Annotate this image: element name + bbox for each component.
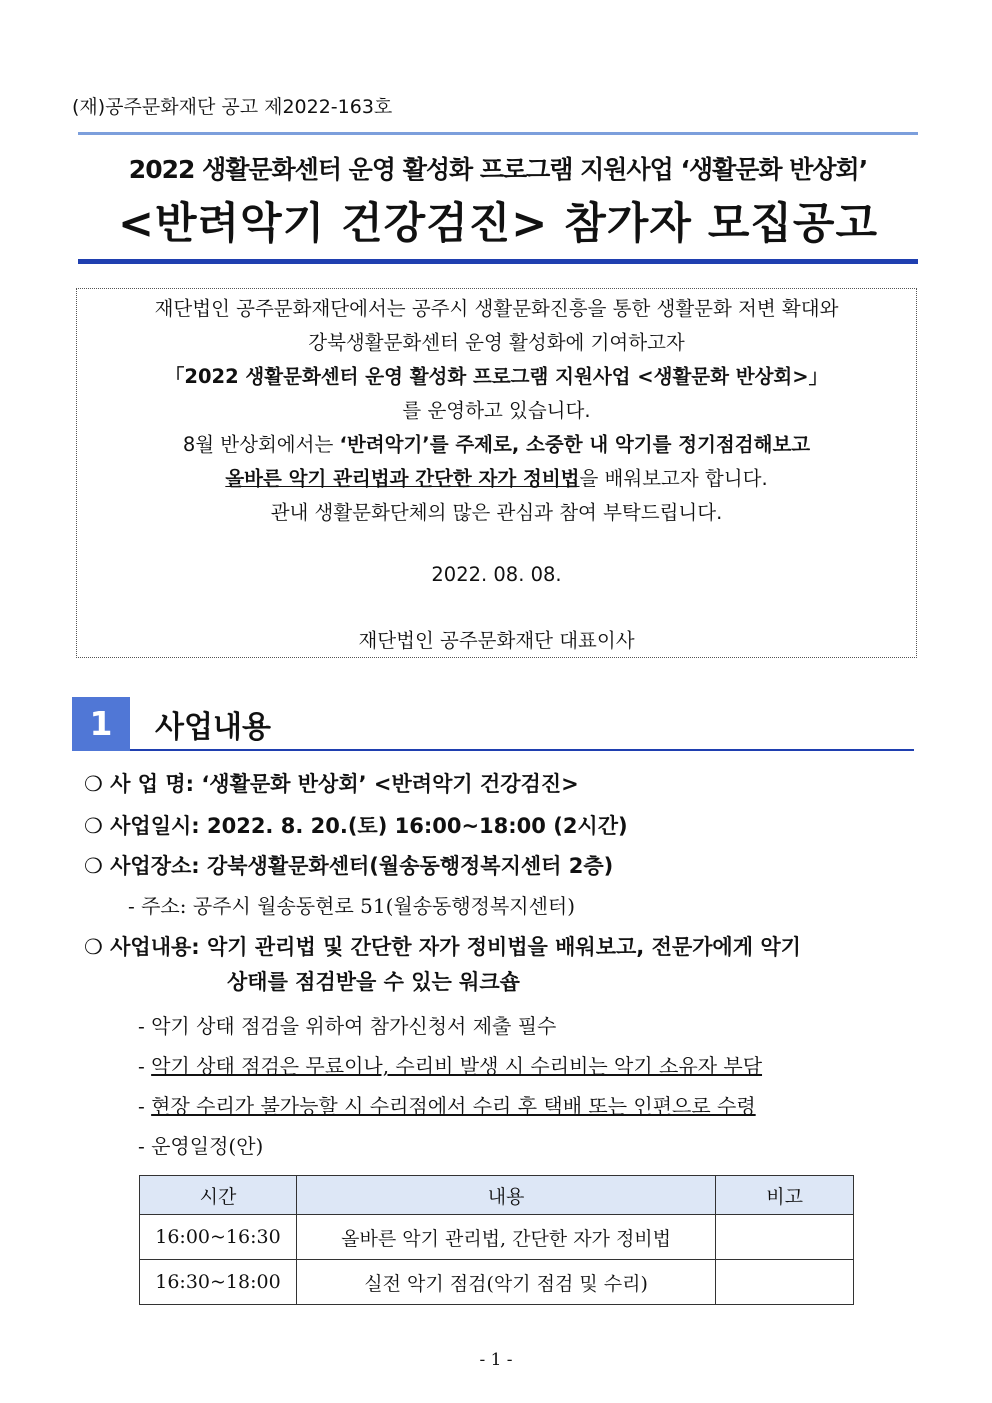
table-cell-content: 올바른 악기 관리법, 간단한 자가 정비법 xyxy=(296,1215,715,1260)
schedule-table xyxy=(139,1175,854,1305)
table-header-time: 시간 xyxy=(140,1176,297,1215)
bullet-project-place: ❍ 사업장소: 강북생활문화센터(월송동행정복지센터 2층) xyxy=(84,854,614,878)
table-cell-note xyxy=(716,1260,854,1305)
top-rule xyxy=(78,132,918,135)
notice-number: (재)공주문화재단 공고 제2022-163호 xyxy=(72,96,393,118)
bullet-project-content: ❍ 사업내용: 악기 관리법 및 간단한 자가 정비법을 배워보고, 전문가에게 악기 xyxy=(84,935,801,959)
note-underlined: 악기 상태 점검은 무료이나, 수리비 발생 시 수리비는 악기 소유자 부담 xyxy=(151,1054,763,1078)
table-cell-content: 실전 악기 점검(악기 점검 및 수리) xyxy=(296,1260,715,1305)
intro-text: 8월 반상회에서는 xyxy=(182,433,340,456)
table-header-note: 비고 xyxy=(716,1176,854,1215)
note-line: - 운영일정(안) xyxy=(138,1134,264,1158)
note-line: - 현장 수리가 불가능할 시 수리점에서 수리 후 택배 또는 인편으로 수령 xyxy=(138,1094,756,1118)
intro-line: 강북생활문화센터 운영 활성화에 기여하고자 xyxy=(308,331,685,354)
address-line: - 주소: 공주시 월송동현로 51(월송동행정복지센터) xyxy=(128,894,576,918)
table-header-row xyxy=(140,1176,854,1215)
intro-learn-emphasis: 올바른 악기 관리법과 간단한 자가 정비법 xyxy=(225,467,580,490)
intro-learn-line xyxy=(77,463,916,491)
title-rule xyxy=(78,259,918,264)
table-cell-time: 16:30~18:00 xyxy=(140,1260,297,1305)
bullet-project-content-cont: 상태를 점검받을 수 있는 워크숍 xyxy=(227,970,520,994)
main-title: <반려악기 건강검진> 참가자 모집공고 xyxy=(117,199,879,249)
page-number: - 1 - xyxy=(479,1350,513,1370)
intro-theme-emphasis: ‘반려악기’를 주제로, 소중한 내 악기를 정기점검해보고 xyxy=(339,433,811,456)
intro-box xyxy=(76,288,917,658)
note-underlined: 현장 수리가 불가능할 시 수리점에서 수리 후 택배 또는 인편으로 수령 xyxy=(151,1094,756,1118)
intro-program-line: 「2022 생활문화센터 운영 활성화 프로그램 지원사업 <생활문화 반상회>」 xyxy=(164,365,829,388)
table-row xyxy=(140,1215,854,1260)
intro-line: 를 운영하고 있습니다. xyxy=(402,399,591,422)
intro-line: 관내 생활문화단체의 많은 관심과 참여 부탁드립니다. xyxy=(270,501,723,524)
table-cell-note xyxy=(716,1215,854,1260)
intro-date: 2022. 08. 08. xyxy=(431,563,562,586)
table-header-content: 내용 xyxy=(296,1176,715,1215)
intro-line: 재단법인 공주문화재단에서는 공주시 생활문화진흥을 통한 생활문화 저변 확대와 xyxy=(154,297,839,320)
note-line: - 악기 상태 점검은 무료이나, 수리비 발생 시 수리비는 악기 소유자 부담 xyxy=(138,1054,763,1078)
section-number-badge: 1 xyxy=(72,697,130,751)
intro-theme-line xyxy=(77,429,916,457)
section-rule xyxy=(130,749,914,751)
intro-signature: 재단법인 공주문화재단 대표이사 xyxy=(358,629,635,652)
bullet-project-name: ❍ 사 업 명: ‘생활문화 반상회’ <반려악기 건강검진> xyxy=(84,772,579,796)
intro-text: 을 배워보고자 합니다. xyxy=(579,467,768,490)
table-cell-time: 16:00~16:30 xyxy=(140,1215,297,1260)
table-row xyxy=(140,1260,854,1305)
sub-title: 2022 생활문화센터 운영 활성화 프로그램 지원사업 ‘생활문화 반상회’ xyxy=(128,155,868,184)
section-title: 사업내용 xyxy=(155,710,271,745)
note-line: - 악기 상태 점검을 위하여 참가신청서 제출 필수 xyxy=(138,1014,557,1038)
bullet-project-date: ❍ 사업일시: 2022. 8. 20.(토) 16:00~18:00 (2시간) xyxy=(84,814,628,838)
